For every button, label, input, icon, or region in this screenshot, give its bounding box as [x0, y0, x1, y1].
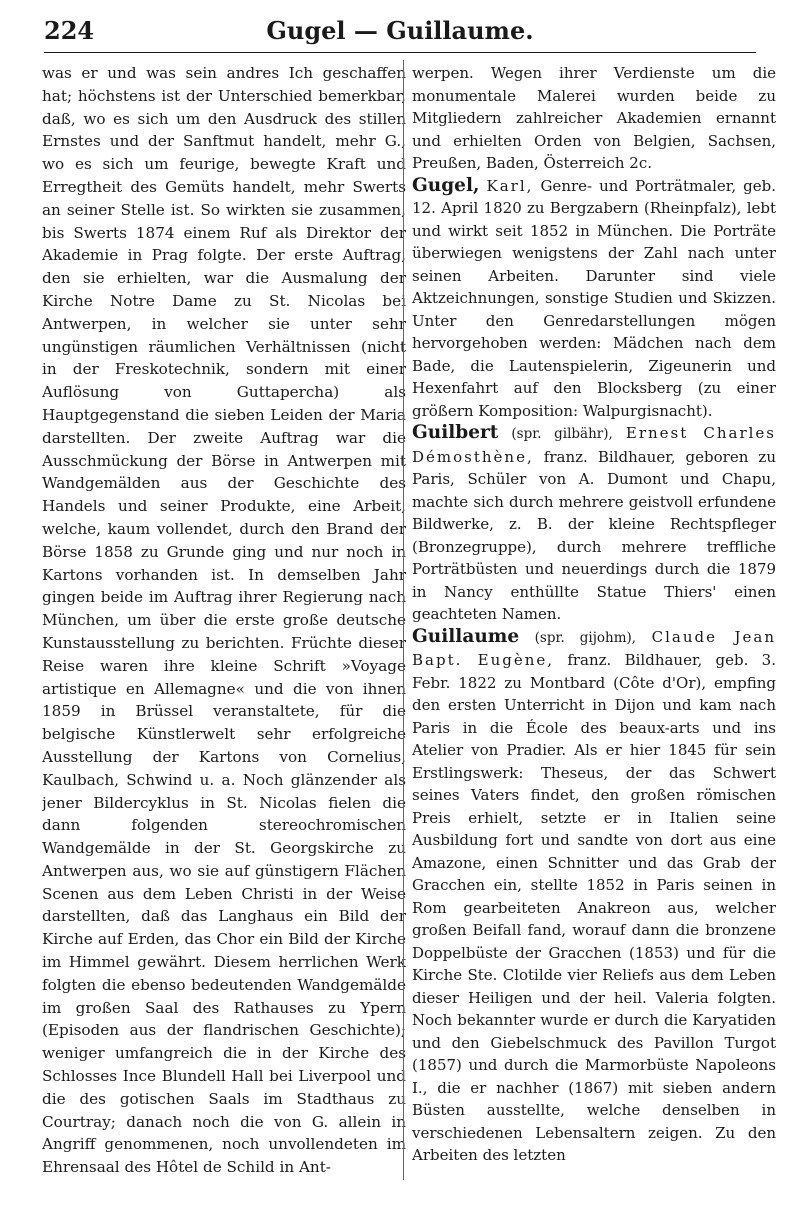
running-title: Gugel — Guillaume. — [266, 16, 534, 45]
right-column — [412, 62, 776, 1192]
left-paragraph: was er und was sein andres Ich geschaffen hat; höchstens ist der Unterschied bemerkbar, daß, wo es sich um den Ausdruck des stillen Ernstes und der Sanftmut handelt, mehr G., wo es sich um feurige, bewegte Kraft und Erregtheit des Gemüts handelt, mehr Swerts an seiner Stelle ist. So wirkten sie zusammen, bis Swerts 1874 einem Ruf als Direktor der Akademie in Prag folgte. Der erste Auftrag, den sie erhielten, war die Ausmalung der Kirche Notre Dame zu St. Nicolas bei Antwerpen, in welcher sie unter sehr ungünstigen räumlichen Verhältnissen (nicht in der Freskotechnik, sondern mit einer Auflösung von Guttapercha) als Hauptgegenstand die sieben Leiden der Maria darstellten. Der zweite Auftrag war die Ausschmückung der Börse in Antwerpen mit Wandgemälden aus der Geschichte des Handels und seiner Produkte, eine Arbeit, welche, kaum vollendet, durch den Brand der Börse 1858 zu Grunde ging und nur noch in Kartons vorhanden ist. In demselben Jahr gingen beide im Auftrag ihrer Regierung nach München, um über die erste große deutsche Kunstausstellung zu berichten. Früchte dieser Reise waren ihre kleine Schrift »Voyage artistique en Allemagne« und die von ihnen 1859 in Brüssel veranstaltete, für die belgische Künstlerwelt sehr erfolgreiche Ausstellung der Kartons von Cornelius, Kaulbach, Schwind u. a. Noch glänzender als jener Bildercyklus in St. Nicolas fielen die dann folgenden stereochromischen Wandgemälde in der St. Georgskirche zu Antwerpen aus, wo sie auf günstigern Flächen Scenen aus dem Leben Christi in der Weise darstellten, daß das Langhaus ein Bild der Kirche auf Erden, das Chor ein Bild der Kirche im Himmel gewährt. Diesem herrlichen Werk folgten die ebenso bedeutenden Wandgemälde im großen Saal des Rathauses zu Ypern (Episoden aus der flandrischen Geschichte); weniger umfangreich die in der Kirche des Schlosses Ince Blundell Hall bei Liverpool und die des gotischen Saals im Stadthaus zu Courtray; danach noch die von G. allein in Angriff genommenen, noch unvollendeten im Ehrensaal des Hôtel de Schild in Ant- — [42, 64, 406, 1177]
entry-head-guilbert: Guilbert — [412, 422, 499, 443]
header-rule — [44, 52, 756, 53]
entry-text-guillaume: franz. Bildhauer, geb. 3. Febr. 1822 zu Montbard (Côte d'Or), empfing den ersten Unterricht in Dijon und kam nach Paris in die École des beaux-arts und ins Atelier von Pradier. Als er hier 1845 für sein Erstlingswerk: Theseus, der das Schwert seines Vaters findet, den großen römischen Preis erhielt, setzte er in Italien seine Ausbildung fort und sandte von dort aus eine Amazone, einen Schnitter und das Grab der Gracchen ein, stellte 1852 in Paris seinen in Rom gearbeiteten Anakreon aus, welcher großen Beifall fand, worauf dann die bronzene Doppelbüste der Gracchen (1853) und für die Kirche Ste. Clotilde vier Reliefs aus dem Leben dieser Heiligen und der heil. Valeria folgten. Noch bekannter wurde er durch die Karyatiden und den Giebelschmuck des Pavillon Turgot (1857) und durch die Marmorbüste Napoleons I., die er nachher (1867) mit sieben andern Büsten ausstellte, welche denselben in verschiedenen Lebensaltern zeigen. Zu den Arbeiten des letzten — [412, 651, 776, 1164]
pronunciation-guillaume: (spr. gijohm), — [534, 629, 637, 646]
pronunciation-guilbert: (spr. gilbähr), — [511, 426, 613, 442]
entry-name-guilbert: Ernest Charles Démosthène, — [412, 424, 776, 466]
entry-name-gugel: Karl, — [486, 176, 534, 195]
page-number: 224 — [44, 16, 95, 45]
entry-text-gugel: Genre- und Porträtmaler, geb. 12. April 1820 zu Bergzabern (Rheinpfalz), lebt und wirkt seit 1852 in München. Die Porträte überwiegen wenigstens der Zahl nach unter seinen Arbeiten. Darunter sind viele Aktzeichnungen, sonstige Studien und Skizzen. Unter den Genredarstellungen mögen hervorgehoben werden: Mädchen nach dem Bade, die Lautenspielerin, Zigeunerin und Hexenfahrt auf den Blocksberg (zu einer größern Komposition: Walpurgisnacht). — [412, 176, 776, 420]
right-paragraph-continuation: werpen. Wegen ihrer Verdienste um die monumentale Malerei wurden beide zu Mitgliedern zahlreicher Akademien ernannt und erhielten Orden von Belgien, Sachsen, Preußen, Baden, Österreich 2c. — [412, 64, 776, 172]
entry-gugel — [412, 175, 776, 423]
entry-head-gugel: Gugel, — [412, 174, 480, 196]
entry-guilbert — [412, 422, 776, 626]
entry-guillaume — [412, 626, 776, 1167]
page-header — [44, 14, 756, 52]
entry-head-guillaume: Guillaume — [412, 625, 520, 647]
column-divider — [403, 60, 404, 1180]
left-column — [42, 62, 406, 1192]
entry-name-guillaume: Claude Jean Bapt. Eugène, — [412, 627, 776, 669]
entry-text-guilbert: franz. Bildhauer, geboren zu Paris, Schüler von A. Dumont und Chapu, machte sich durch mehrere geistvoll erfundene Bildwerke, z. B. der kleine Rechtspfleger (Bronzegruppe), durch mehrere treffliche Porträtbüsten und neuerdings durch die 1879 in Nancy enthüllte Statue Thiers' einen geachteten Namen. — [412, 447, 776, 623]
